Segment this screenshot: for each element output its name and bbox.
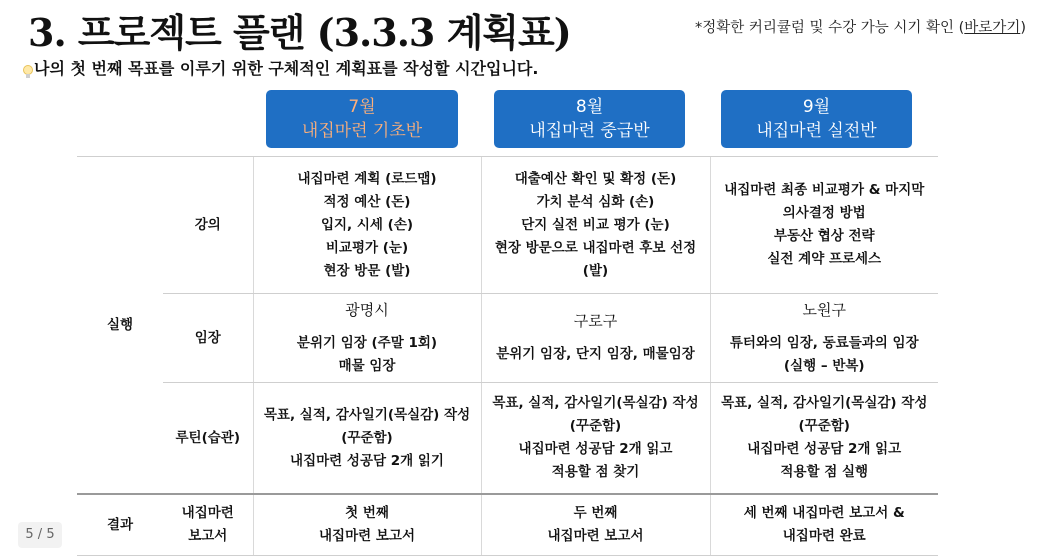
cell-line: 실전 계약 프로세스 (767, 251, 882, 267)
cell-line: 적용할 점 실행 (780, 464, 869, 480)
cell-line: 목표, 실적, 감사일기(목실감) 작성 (492, 395, 699, 411)
cell-line: 내집마련 성공담 2개 읽고 (747, 441, 902, 457)
cell-line: 적용할 점 찾기 (551, 464, 640, 480)
cell-line: 분위기 임장, 단지 임장, 매물임장 (496, 346, 695, 362)
cell-line: 대출예산 확인 및 확정 (돈) (514, 170, 677, 187)
lightbulb-icon (22, 64, 34, 80)
cell-line: 내집마련 성공담 2개 읽기 (290, 452, 444, 469)
cell-line: 내집마련 보고서 (319, 528, 415, 544)
cell-line: 내집마련 성공담 2개 읽고 (518, 441, 673, 457)
month-header-august (494, 90, 685, 148)
month-header-september (721, 90, 912, 148)
table-row-result (77, 494, 938, 556)
cell-report-july (253, 494, 481, 556)
cell-line: 분위기 임장 (주말 1회) (296, 334, 438, 351)
cell-report-september (710, 494, 938, 556)
cell-line: 현장 방문 (발) (323, 262, 411, 279)
cell-line: (꾸준함) (798, 418, 850, 434)
course-label: 내집마련 기초반 (301, 121, 423, 141)
cell-line: 입지, 시세 (손) (320, 216, 414, 233)
cell-line: 튜터와의 임장, 동료들과의 임장 (729, 334, 919, 351)
table-row-lecture (77, 157, 938, 294)
page-subtitle: 나의 첫 번째 목표를 이루기 위한 구체적인 계획표를 작성할 시간입니다. (34, 59, 539, 78)
table-row-site-visit (77, 294, 938, 383)
group-label-execution: 실행 (77, 157, 163, 495)
month-label: 9월 (802, 97, 831, 117)
cell-site-september (710, 294, 938, 383)
cell-line: (실행 – 반복) (783, 357, 865, 374)
row-label-routine: 루틴(습관) (163, 383, 253, 495)
region-label: 노원구 (802, 300, 846, 319)
cell-routine-september (710, 383, 938, 495)
page-indicator: 5 / 5 (18, 522, 62, 548)
curriculum-note-suffix: ) (1020, 20, 1026, 36)
row-label-site-visit: 임장 (163, 294, 253, 383)
cell-line: 보고서 (188, 528, 228, 544)
table-row-routine (77, 383, 938, 495)
course-label: 내집마련 실전반 (756, 121, 877, 141)
cell-site-july (253, 294, 481, 383)
curriculum-note-prefix: *정확한 커리큘럼 및 수강 가능 시기 확인 ( (695, 20, 965, 36)
cell-line: 내집마련 완료 (782, 528, 866, 544)
shortcut-link[interactable]: 바로가기 (964, 20, 1021, 36)
row-label-lecture: 강의 (163, 157, 253, 294)
cell-line: 내집마련 (181, 505, 234, 521)
cell-line: 목표, 실적, 감사일기(목실감) 작성 (721, 395, 928, 411)
cell-line: 내집마련 보고서 (547, 528, 644, 544)
group-label-result: 결과 (77, 494, 163, 556)
cell-line: 목표, 실적, 감사일기(목실감) 작성 (263, 406, 471, 423)
cell-line: 비교평가 (눈) (325, 239, 409, 256)
month-label: 7월 (348, 97, 376, 117)
cell-line: 내집마련 계획 (로드맵) (297, 170, 437, 187)
row-label-report (163, 494, 253, 556)
region-label: 구로구 (573, 312, 618, 330)
plan-table (77, 156, 938, 556)
cell-line: 내집마련 최종 비교평가 & 마지막 의사결정 방법 (724, 182, 925, 221)
cell-line: (꾸준함) (569, 418, 622, 434)
cell-routine-august (481, 383, 710, 495)
course-label: 내집마련 중급반 (529, 121, 650, 141)
cell-line: 현장 방문으로 내집마련 후보 선정 (발) (494, 239, 697, 279)
cell-line: 첫 번째 (345, 505, 389, 521)
cell-line: 매물 임장 (338, 357, 396, 374)
month-label: 8월 (575, 97, 604, 117)
cell-line: (꾸준함) (341, 429, 393, 446)
cell-lecture-july (253, 157, 481, 294)
cell-lecture-august (481, 157, 710, 294)
cell-line: 부동산 협상 전략 (773, 228, 875, 244)
cell-routine-july (253, 383, 481, 495)
month-header-july (266, 90, 458, 148)
cell-lecture-september (710, 157, 938, 294)
cell-line: 가치 분석 심화 (손) (536, 193, 655, 210)
curriculum-note (695, 16, 1026, 37)
region-label: 광명시 (345, 300, 389, 319)
cell-line: 적정 예산 (돈) (323, 193, 411, 210)
cell-line: 두 번째 (573, 505, 618, 521)
page-title: 3. 프로젝트 플랜 (3.3.3 계획표) (28, 10, 571, 55)
cell-line: 단지 실전 비교 평가 (눈) (521, 216, 670, 233)
cell-report-august (481, 494, 710, 556)
cell-site-august (481, 294, 710, 383)
cell-line: 세 번째 내집마련 보고서 & (743, 505, 905, 521)
